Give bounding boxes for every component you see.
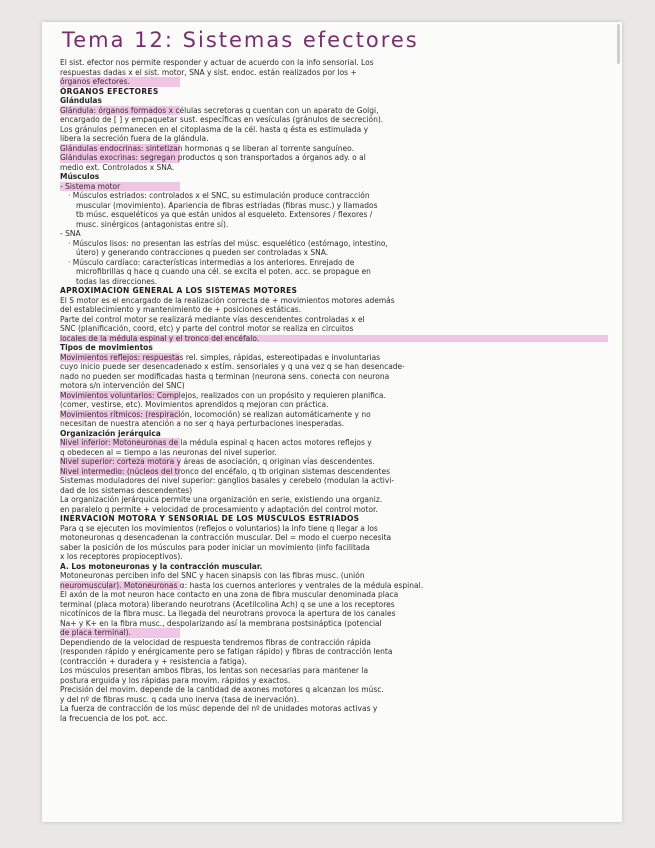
note-line: (comer, vestirse, etc). Movimientos aprendidos q mejoran con práctica. [60,400,329,409]
subsection-heading: A. Los motoneuronas y la contracción muscular. [60,561,263,571]
note-line: Sistemas moduladores del nivel superior: ganglios basales y cerebelo (modulan la activi- [60,476,395,485]
note-line: (contracción + duradera y + resistencia a fatiga). [60,656,247,666]
note-line: saber la posición de los músculos para poder iniciar un movimiento (info facilitada [60,542,370,552]
note-line: Nivel intermedio: (núcleos del tronco del encéfalo, q tb originan sistemas descendentes [60,467,608,477]
note-line: todas las direcciones. [76,276,158,286]
note-line: La organización jerárquica permite una organización en serie, existiendo una organiz. [60,495,383,504]
note-line: cuyo inicio puede ser desencadenado x estím. sensoriales y q una vez q se han desencade- [60,362,405,371]
note-line: útero) y generando contracciones q pueden ser controladas x SNA. [76,248,329,257]
subsection-heading: Organización jerárquica [60,428,161,438]
note-line: la frecuencia de los pot. acc. [60,713,168,723]
note-line: Glándula: órganos formados x células secretoras q cuentan con un aparato de Golgi, [60,106,608,116]
note-line: Los gránulos permanecen en el citoplasma de la cél. hasta q ésta es estimulada y [60,124,369,134]
note-line: dad de los sistemas descendentes) [60,485,193,495]
note-line: encargado de [ ] y empaquetar sust. específicas en vesículas (gránulos de secreción). [60,115,384,124]
subsection-heading: Glándulas [60,96,102,105]
note-line: El S motor es el encargado de la realización correcta de + movimientos motores además [60,295,395,305]
note-line: Nivel inferior: Motoneuronas de la médula espinal q hacen actos motores reflejos y [60,438,608,448]
note-line: Para q se ejecuten los movimientos (reflejos o voluntarios) la info tiene q llegar a los [60,523,378,533]
section-heading: APROXIMACIÓN GENERAL A LOS SISTEMAS MOTORES [60,286,298,295]
note-line: postura erguida y los rápidas para movim. rápidos y exactos. [60,675,291,685]
note-line: Glándulas endocrinas: sintetizan hormonas q se liberan al torrente sanguíneo. [60,144,608,154]
notebook-page [42,22,622,822]
note-line: medio ext. Controlados x SNA. [60,162,175,172]
note-line: locales de la médula espinal y el tronco del encéfalo. [60,334,608,344]
note-line: SNC (planificación, coord, etc) y parte del control motor se realiza en circuitos [60,324,354,333]
subsection-heading: Músculos [60,172,100,181]
note-line: Precisión del movim. depende de la cantidad de axones motores q alcanzan los músc. [60,685,384,694]
section-heading: INERVACIÓN MOTORA Y SENSORIAL DE LOS MÚSCULOS ESTRIADOS [60,514,360,523]
note-line: de placa terminal). [60,628,608,638]
note-line: motora s/n intervención del SNC) [60,381,185,390]
note-line: necesitan de nuestra atención a no ser q haya perturbaciones inesperadas. [60,419,345,428]
note-line: (responden rápido y enérgicamente pero se fatigan rápido) y fibras de contracción lenta [60,647,393,656]
note-line: Glándulas exocrinas: segregan productos q son transportados a órganos ady. o al [60,153,608,163]
note-line: La fuerza de contracción de los músc depende del nº de unidades motoras activas y [60,704,378,713]
note-line: y del nº de fibras musc. q cada uno inerva (tasa de inervación). [60,694,299,704]
page-title: Tema 12: Sistemas efectores [62,28,419,52]
note-line: x los receptores propioceptivos). [60,552,183,561]
note-line: El sist. efector nos permite responder y actuar de acuerdo con la info sensorial. Los [60,58,374,67]
subsection-heading: Tipos de movimientos [60,343,153,352]
note-line: terminal (placa motora) liberando neurotrans (Acetilcolina Ach) q se une a los receptores [60,599,395,609]
note-line: motoneuronas q desencadenan la contracción muscular. Del = modo el cuerpo necesita [60,533,392,542]
note-line: musc. sinérgicos (antagonistas entre sí). [76,219,229,229]
note-line: Movimientos voluntarios: Complejos, realizados con un propósito y requieren planifica. [60,391,608,401]
note-line: del establecimiento y mantenimiento de + posiciones estáticas. [60,305,302,314]
note-line: Nivel superior: corteza motora y áreas de asociación, q originan vías descendentes. [60,457,608,467]
note-line: Na+ y K+ en la fibra musc., despolarizando así la membrana postsináptica (potencial [60,618,382,628]
note-line: · Músculo cardíaco: características intermedias a los anteriores. Enrejado de [68,257,355,267]
scrollbar[interactable] [617,24,620,64]
note-line: libera la secreción fuera de la glándula. [60,134,209,143]
note-line: nado no pueden ser modificadas hasta q terminan (neurona sens. conecta con neurona [60,371,390,381]
note-line: muscular (movimiento). Apariencia de fibras estriadas (fibras musc.) y llamados [76,200,378,210]
note-line: Parte del control motor se realizará mediante vías descendentes controladas x el [60,314,365,324]
note-line: órganos efectores. [60,77,608,87]
section-heading: ÓRGANOS EFECTORES [60,86,159,96]
note-line: q obedecen al = tiempo a las neuronas del nivel superior. [60,447,277,457]
note-line: neuromuscular). Motoneuronas α: hasta los cuernos anteriores y ventrales de la médula espinal. [60,581,608,591]
note-line: Los músculos presentan ambos fibras, los lentas son necesarias para mantener la [60,666,369,675]
note-line: - SNA [60,229,81,238]
note-line: · Músculos estriados: controlados x el SNC, su estimulación produce contracción [68,191,370,200]
note-line: nicotínicos de la fibra musc. La llegada del neurotrans provoca la apertura de los canales [60,609,396,618]
note-line: tb músc. esqueléticos ya que están unidos al esqueleto. Extensores / flexores / [76,210,373,219]
note-line: El axón de la mot neuron hace contacto en una zona de fibra muscular denominada placa [60,590,399,599]
note-line: · Músculos lisos: no presentan las estrías del músc. esquelético (estómago, intestino, [68,238,388,248]
note-line: respuestas dadas x el sist. motor, SNA y sist. endoc. están realizados por los + [60,67,357,77]
note-line: - Sistema motor [60,182,608,192]
note-line: Motoneuronas perciben info del SNC y hacen sinapsis con las fibras musc. (unión [60,571,365,580]
note-line: Movimientos reflejos: respuestas rel. simples, rápidas, estereotipadas e involuntarias [60,353,608,363]
note-line: en paralelo q permite + velocidad de procesamiento y adaptación del control motor. [60,504,378,514]
notes-body [60,58,608,723]
note-line: Movimientos rítmicos: (respiración, locomoción) se realizan automáticamente y no [60,410,608,420]
note-line: Dependiendo de la velocidad de respuesta tendremos fibras de contracción rápida [60,637,371,647]
note-line: microfibrillas q hace q cuando una cél. se excita el poten. acc. se propague en [76,267,371,276]
